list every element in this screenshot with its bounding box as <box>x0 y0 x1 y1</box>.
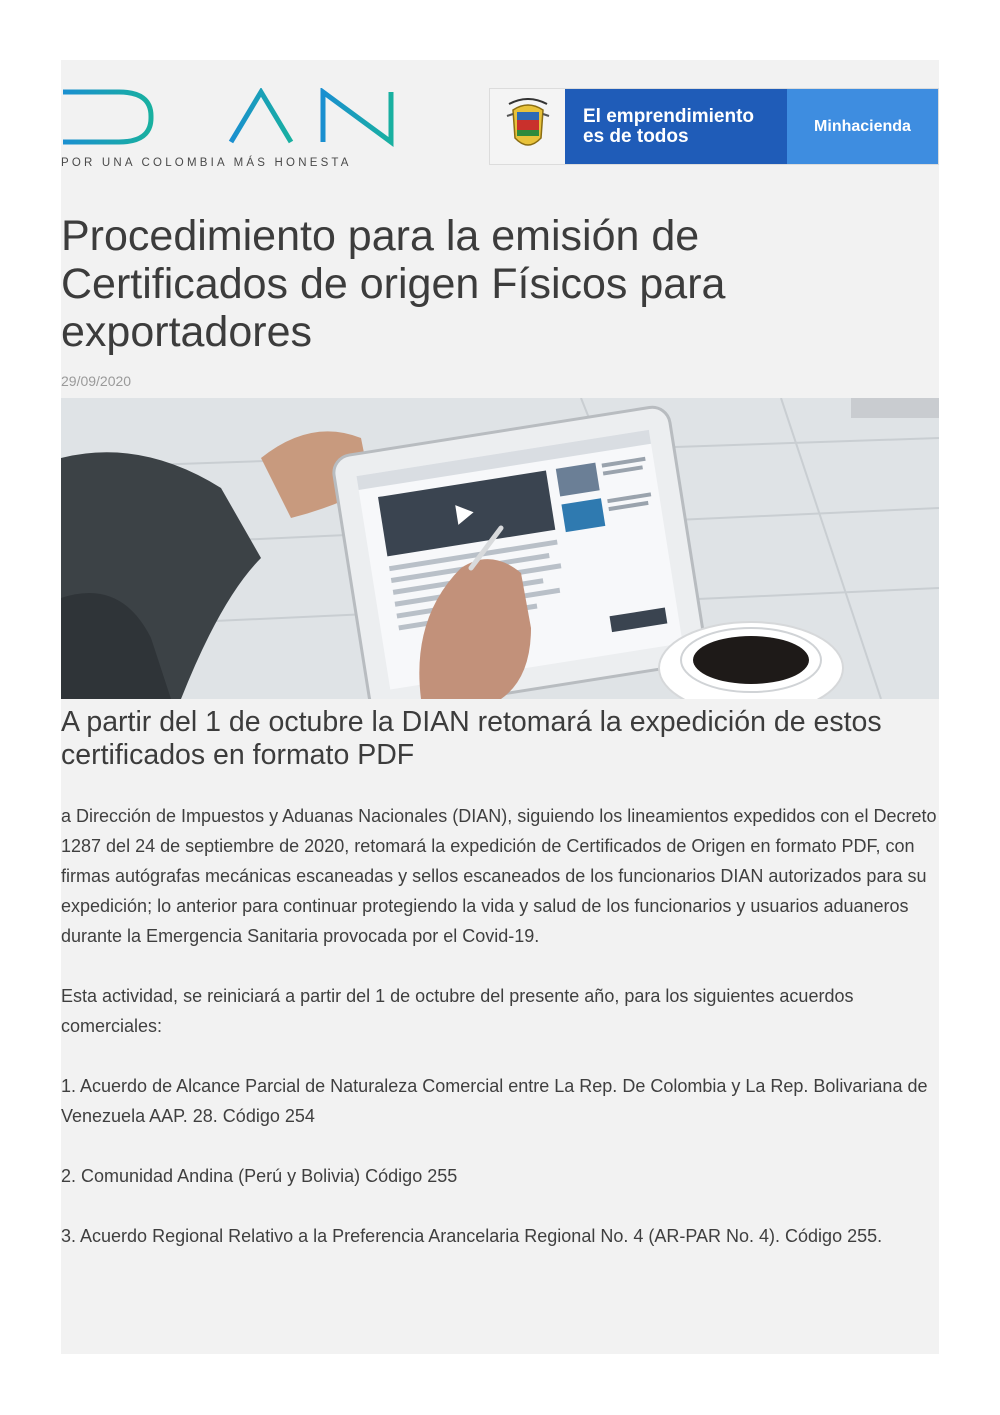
article-title: Procedimiento para la emisión de Certificados de origen Físicos para exportadores <box>61 212 726 356</box>
paragraph: Esta actividad, se reiniciará a partir del 1 de octubre del presente año, para los siguientes acuerdos comerciales: <box>61 986 854 1036</box>
hero-image <box>61 398 939 699</box>
paragraph: a Dirección de Impuestos y Aduanas Nacionales (DIAN), siguiendo los lineamientos expedidos con el Decreto 1287 del 24 de septiembre de 2020, retomará la expedición de Certificados de Origen en formato PDF, con firmas autógrafas mecánicas escaneadas y sellos escaneados de los funcionarios DIAN autorizados para su expedición; lo anterior para continuar protegiendo la vida y salud de los funcionarios y usuarios aduaneros durante la Emergencia Sanitaria provocada por el Covid-19. <box>61 806 937 946</box>
campaign-line-2: es de todos <box>583 125 689 147</box>
list-item: 3. Acuerdo Regional Relativo a la Preferencia Arancelaria Regional No. 4 (AR-PAR No. 4). Código 255. <box>61 1226 883 1246</box>
government-banner[interactable] <box>489 88 939 165</box>
ministry-label: Minhacienda <box>787 89 938 164</box>
dian-tagline: POR UNA COLOMBIA MÁS HONESTA <box>61 157 352 169</box>
list-item: 2. Comunidad Andina (Perú y Bolivia) Código 255 <box>61 1166 458 1186</box>
colombia-coat-of-arms-icon <box>490 89 565 164</box>
campaign-slogan <box>565 89 787 164</box>
article-subtitle: A partir del 1 de octubre la DIAN retomará la expedición de estos certificados en formato PDF <box>61 706 882 771</box>
article-date: 29/09/2020 <box>61 373 132 389</box>
list-item: 1. Acuerdo de Alcance Parcial de Naturaleza Comercial entre La Rep. De Colombia y La Rep. Bolivariana de Venezuela AAP. 28. Código 254 <box>61 1076 928 1126</box>
page <box>61 60 939 1354</box>
campaign-line-1: El emprendimiento <box>583 105 755 127</box>
article-body <box>61 801 939 1281</box>
